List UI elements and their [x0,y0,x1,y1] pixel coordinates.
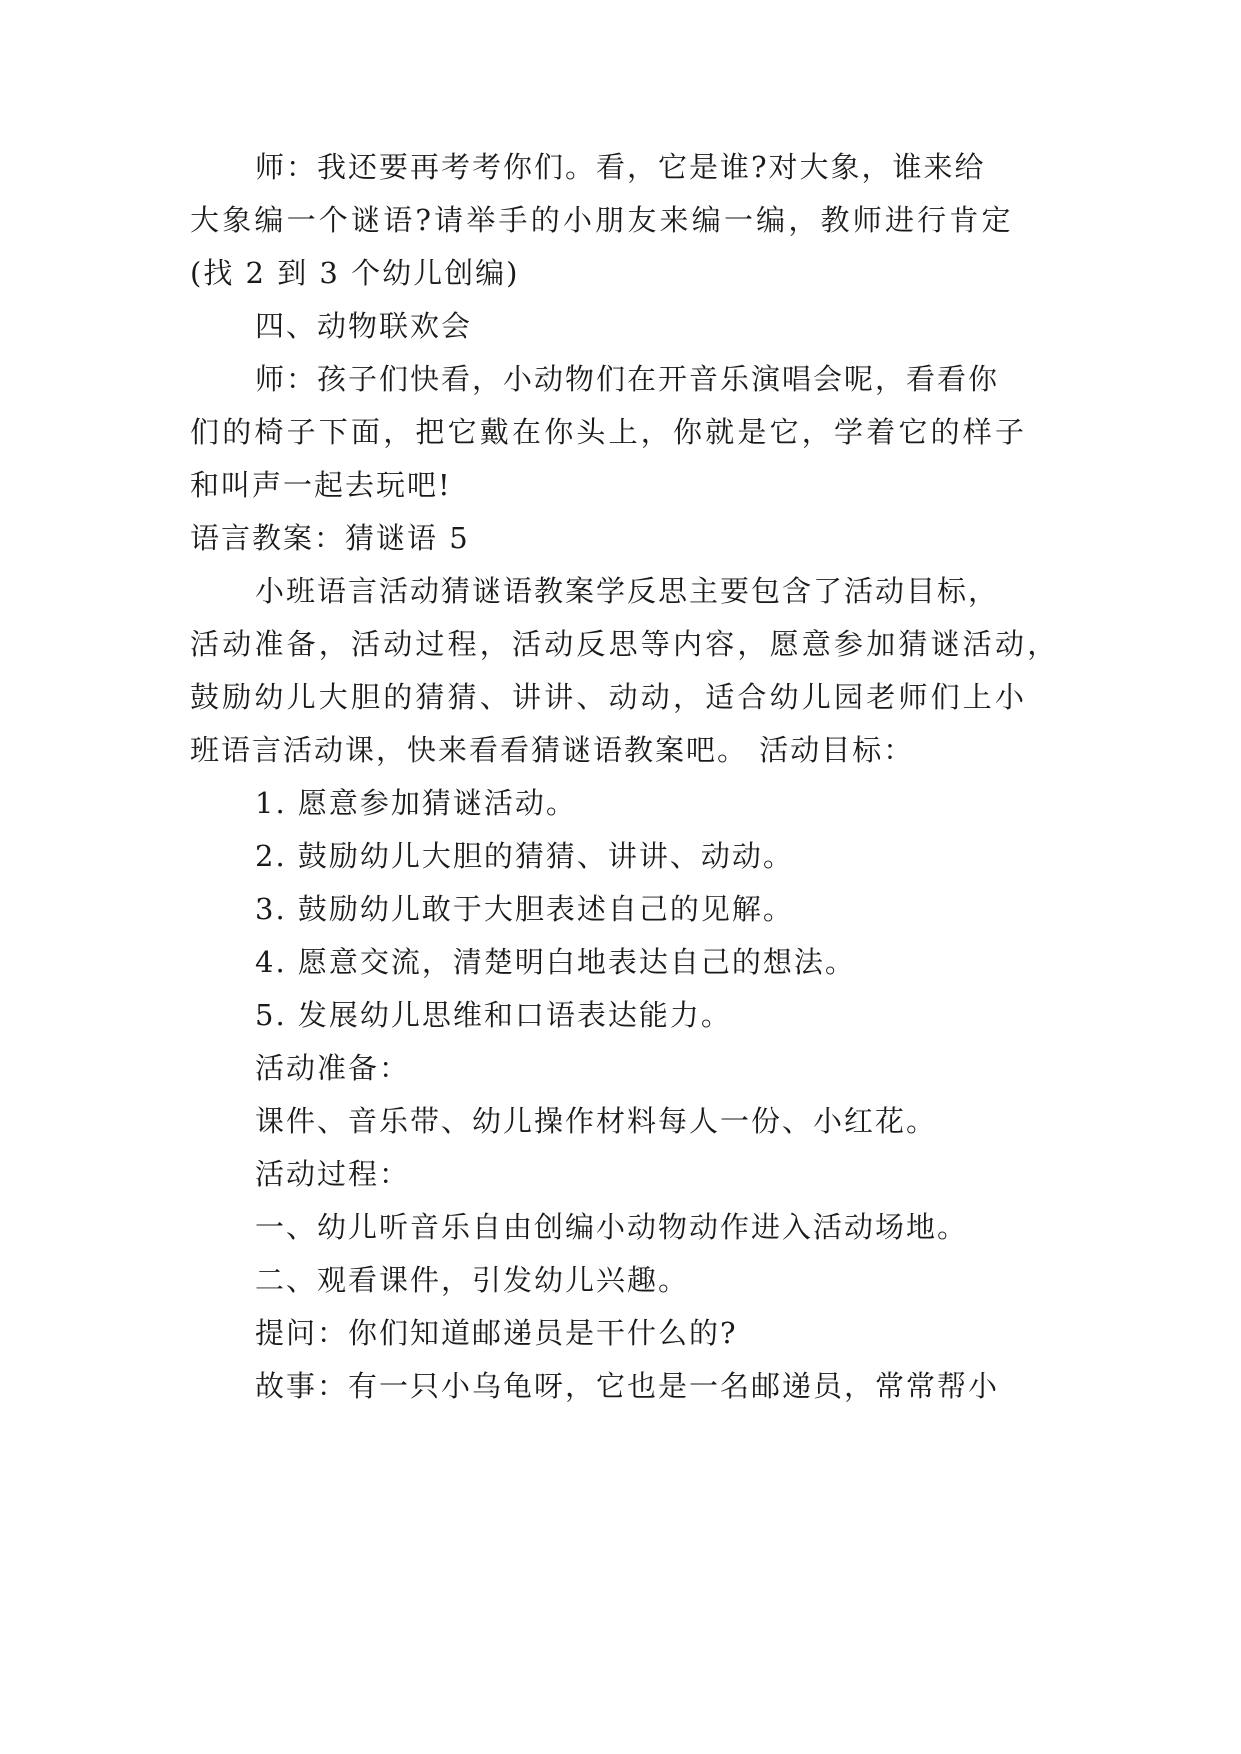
paragraph-line: 鼓励幼儿大胆的猜猜、讲讲、动动，适合幼儿园老师们上小 [190,680,1028,714]
paragraph-line: (找 2 到 3 个幼儿创编) [190,256,520,290]
paragraph-line: 一、幼儿听音乐自由创编小动物动作进入活动场地。 [255,1210,969,1244]
list-item: 2. 鼓励幼儿大胆的猜猜、讲讲、动动。 [255,839,794,873]
section-heading: 四、动物联欢会 [255,309,473,343]
paragraph-line: 们的椅子下面，把它戴在你头上，你就是它，学着它的样子 [190,415,1028,449]
paragraph-line: 师：我还要再考考你们。看，它是谁?对大象，谁来给 [255,150,986,184]
paragraph-line: 提问：你们知道邮递员是干什么的? [255,1316,738,1350]
lesson-title: 语言教案：猜谜语 5 [190,521,470,555]
paragraph-line: 活动准备，活动过程，活动反思等内容，愿意参加猜谜活动， [190,627,1060,661]
section-heading: 活动过程： [255,1157,411,1191]
paragraph-line: 和叫声一起去玩吧! [190,468,452,502]
list-item: 5. 发展幼儿思维和口语表达能力。 [255,998,732,1032]
list-item: 1. 愿意参加猜谜活动。 [255,786,577,820]
list-item: 4. 愿意交流，清楚明白地表达自己的想法。 [255,945,856,979]
paragraph-line: 班语言活动课，快来看看猜谜语教案吧。 活动目标： [190,733,915,767]
paragraph-line: 二、观看课件，引发幼儿兴趣。 [255,1263,690,1297]
paragraph-line: 师：孩子们快看，小动物们在开音乐演唱会呢，看看你 [255,362,1000,396]
paragraph-line: 故事：有一只小乌龟呀，它也是一名邮递员，常常帮小 [255,1369,1000,1403]
list-item: 3. 鼓励幼儿敢于大胆表述自己的见解。 [255,892,794,926]
paragraph-line: 小班语言活动猜谜语教案学反思主要包含了活动目标， [255,574,1000,608]
paragraph-line: 课件、音乐带、幼儿操作材料每人一份、小红花。 [255,1104,938,1138]
section-heading: 活动准备： [255,1051,411,1085]
paragraph-line: 大象编一个谜语?请举手的小朋友来编一编，教师进行肯定 [190,203,1014,237]
